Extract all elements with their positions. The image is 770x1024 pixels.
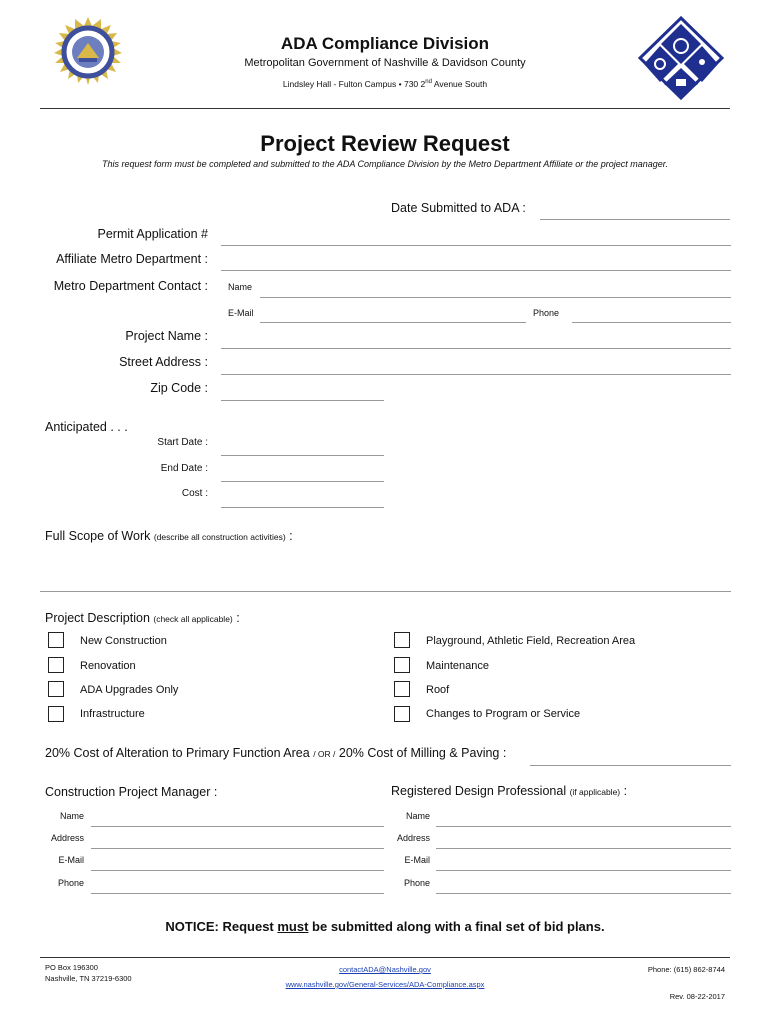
notice-text-1: NOTICE: Request <box>165 919 278 934</box>
cost-label: Cost : <box>181 488 208 499</box>
new-construction-label: New Construction <box>80 635 167 647</box>
scope-label-colon: : <box>285 529 293 543</box>
cost-milling-text: 20% Cost of Milling & Paving : <box>338 746 507 760</box>
pm-address-field[interactable] <box>91 848 384 849</box>
rdp-phone-field[interactable] <box>436 893 731 894</box>
rdp-name-field[interactable] <box>436 826 731 827</box>
contact-name-field[interactable] <box>260 297 731 298</box>
header-divider <box>40 108 730 109</box>
date-submitted-label: Date Submitted to ADA : <box>391 201 526 215</box>
affiliate-field[interactable] <box>221 270 731 271</box>
notice-text-2: be submitted along with a final set of bid plans. <box>308 919 605 934</box>
pm-phone-field[interactable] <box>91 893 384 894</box>
government-name: Metropolitan Government of Nashville & Davidson County <box>244 57 526 69</box>
description-label-note: (check all applicable) <box>153 614 233 624</box>
rdp-email-label: E-Mail <box>404 855 430 865</box>
program-changes-checkbox[interactable] <box>394 706 410 722</box>
permit-label: Permit Application # <box>97 227 208 241</box>
address-part-1: Lindsley Hall - Fulton Campus • 730 2 <box>282 79 426 89</box>
description-label-colon: : <box>232 611 240 625</box>
cost-percentage-field[interactable] <box>530 765 731 766</box>
address-part-2: Avenue South <box>431 79 488 89</box>
program-changes-label: Changes to Program or Service <box>426 708 581 720</box>
rdp-phone-label: Phone <box>403 878 430 888</box>
street-address-field[interactable] <box>221 374 731 375</box>
scope-of-work-field[interactable] <box>40 591 731 592</box>
contact-email-label: E-Mail <box>228 308 254 318</box>
project-description-label <box>45 611 240 625</box>
scope-label-text: Full Scope of Work <box>45 529 154 543</box>
end-date-field[interactable] <box>221 481 384 482</box>
contact-label: Metro Department Contact : <box>53 279 208 293</box>
contact-email-link[interactable]: contactADA@Nashville.gov <box>339 965 431 974</box>
mailing-city: Nashville, TN 37219-6300 <box>45 974 132 983</box>
design-professional-colon: : <box>620 784 628 798</box>
renovation-label: Renovation <box>80 660 136 672</box>
pm-phone-label: Phone <box>57 878 84 888</box>
roof-label: Roof <box>426 684 450 696</box>
address-superscript: nd <box>425 79 432 86</box>
po-box: PO Box 196300 <box>45 963 98 972</box>
cost-field[interactable] <box>221 507 384 508</box>
rdp-address-field[interactable] <box>436 848 731 849</box>
project-name-label: Project Name : <box>125 329 208 343</box>
design-professional-heading <box>391 784 627 798</box>
division-address <box>0 79 770 89</box>
scope-of-work-label <box>45 529 293 543</box>
ada-upgrades-checkbox[interactable] <box>48 681 64 697</box>
zip-code-label: Zip Code : <box>150 381 208 395</box>
playground-label: Playground, Athletic Field, Recreation Area <box>426 635 636 647</box>
zip-code-field[interactable] <box>221 400 384 401</box>
roof-checkbox[interactable] <box>394 681 410 697</box>
pm-email-field[interactable] <box>91 870 384 871</box>
cost-or-text: / OR / <box>313 749 336 759</box>
permit-field[interactable] <box>221 245 731 246</box>
footer-divider <box>40 957 730 958</box>
pm-name-label: Name <box>59 811 84 821</box>
form-title: Project Review Request <box>260 131 510 156</box>
design-professional-note: (if applicable) <box>569 787 621 797</box>
contact-email-field[interactable] <box>260 322 526 323</box>
project-manager-heading: Construction Project Manager : <box>45 785 218 799</box>
maintenance-label: Maintenance <box>426 660 489 672</box>
contact-phone-label: Phone <box>533 308 560 318</box>
date-submitted-field[interactable] <box>540 219 730 220</box>
scope-label-note: (describe all construction activities) <box>153 532 286 542</box>
pm-email-label: E-Mail <box>58 855 84 865</box>
bid-plans-notice <box>0 919 770 934</box>
contact-phone-field[interactable] <box>572 322 731 323</box>
end-date-label: End Date : <box>160 463 208 474</box>
playground-checkbox[interactable] <box>394 632 410 648</box>
start-date-field[interactable] <box>221 455 384 456</box>
rdp-address-label: Address <box>396 833 430 843</box>
pm-address-label: Address <box>50 833 84 843</box>
anticipated-label: Anticipated . . . <box>45 420 128 434</box>
start-date-label: Start Date : <box>157 437 208 448</box>
pm-name-field[interactable] <box>91 826 384 827</box>
new-construction-checkbox[interactable] <box>48 632 64 648</box>
design-professional-text: Registered Design Professional <box>391 784 570 798</box>
street-address-label: Street Address : <box>119 355 208 369</box>
website-link[interactable]: www.nashville.gov/General-Services/ADA-Compliance.aspx <box>285 980 485 989</box>
affiliate-label: Affiliate Metro Department : <box>56 252 208 266</box>
renovation-checkbox[interactable] <box>48 657 64 673</box>
project-name-field[interactable] <box>221 348 731 349</box>
rdp-name-label: Name <box>405 811 430 821</box>
description-label-text: Project Description <box>45 611 154 625</box>
cost-percentage-label <box>45 746 506 760</box>
infrastructure-label: Infrastructure <box>80 708 145 720</box>
cost-alteration-text: 20% Cost of Alteration to Primary Function Area <box>45 746 310 760</box>
notice-emphasis: must <box>277 919 309 934</box>
division-title: ADA Compliance Division <box>280 34 490 53</box>
revision-date: Rev. 08-22-2017 <box>669 992 725 1001</box>
rdp-email-field[interactable] <box>436 870 731 871</box>
maintenance-checkbox[interactable] <box>394 657 410 673</box>
office-phone: Phone: (615) 862-8744 <box>647 965 725 974</box>
contact-name-label: Name <box>228 282 253 292</box>
ada-upgrades-label: ADA Upgrades Only <box>80 684 179 696</box>
infrastructure-checkbox[interactable] <box>48 706 64 722</box>
form-instructions: This request form must be completed and submitted to the ADA Compliance Division by the Metro Department Affiliate or the project manager. <box>102 159 668 169</box>
